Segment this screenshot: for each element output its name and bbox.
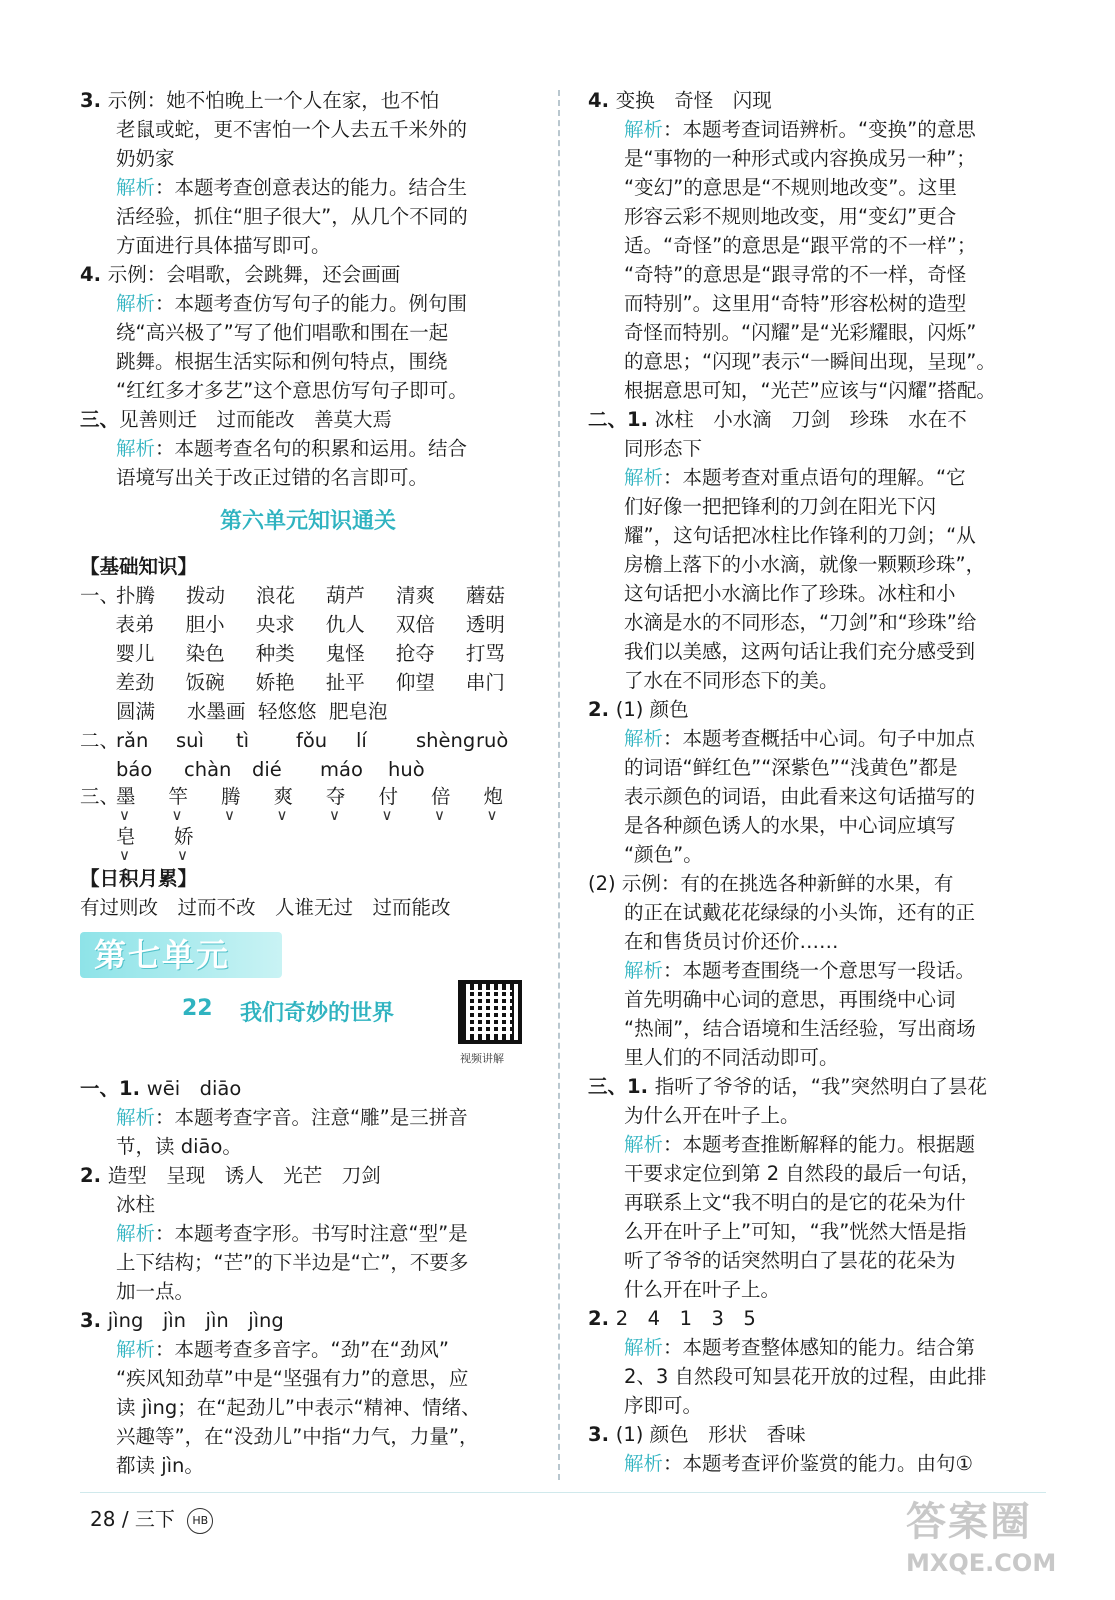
check-mark-icon: ∨ xyxy=(486,806,498,824)
left-column xyxy=(80,86,536,1480)
check-mark-icon: ∨ xyxy=(224,806,235,824)
stroke-char-text: 竿 xyxy=(168,785,189,808)
stroke-char-text: 炮 xyxy=(483,785,504,808)
pinyin-cell: chàn xyxy=(184,758,232,781)
analysis-text: ：本题考查名句的积累和运用。结合 xyxy=(155,437,468,460)
answer-line xyxy=(80,86,536,115)
pinyin-row xyxy=(80,726,536,755)
word-row xyxy=(80,697,536,726)
analysis-label: 解析 xyxy=(624,727,664,750)
analysis-text: ：本题考查字形。书写时注意“型”是 xyxy=(155,1222,468,1245)
answer-text: 示例：会唱歌，会跳舞，还会画画 xyxy=(107,263,401,286)
column-divider xyxy=(558,90,560,1480)
stroke-grid xyxy=(80,784,536,864)
answer-text: 冰柱 小水滴 刀剑 珍珠 水在不 xyxy=(654,408,967,431)
word-cell: 抢夺 xyxy=(395,642,435,665)
word-row xyxy=(80,639,536,668)
analysis-line: 跳舞。根据生活实际和例句特点，围绕 xyxy=(116,350,448,373)
analysis-line: 首先明确中心词的意思，再围绕中心词 xyxy=(624,988,956,1011)
word-cell: 圆满 xyxy=(116,700,156,723)
word-cell: 蘑菇 xyxy=(466,584,506,607)
answer-line xyxy=(588,695,1046,724)
analysis-line xyxy=(80,1335,536,1364)
answer-text: 指听了爷爷的话，“我”突然明白了昙花 xyxy=(654,1075,987,1098)
answer-text: wēi diāo xyxy=(146,1077,242,1100)
analysis-block-l22-q1 xyxy=(80,1103,536,1161)
analysis-label: 解析 xyxy=(624,118,664,141)
answer-block-q3 xyxy=(80,86,536,173)
analysis-label: 解析 xyxy=(624,1336,664,1359)
analysis-line xyxy=(588,1333,1046,1362)
pinyin-cell: fǒu xyxy=(296,729,328,752)
answer-line: 老鼠或蛇，更不害怕一个人去五千米外的 xyxy=(116,118,468,141)
analysis-line: 根据意思可知，“光芒”应该与“闪耀”搭配。 xyxy=(624,379,996,402)
answer-line xyxy=(588,1420,1046,1449)
pinyin-grid xyxy=(80,726,536,784)
qr-code-icon[interactable] xyxy=(458,980,522,1044)
pinyin-cell: dié xyxy=(252,758,282,781)
analysis-label: 解析 xyxy=(116,1338,156,1361)
stroke-char-text: 爽 xyxy=(273,785,294,808)
word-cell: 染色 xyxy=(185,642,225,665)
analysis-block-r-s3-q2 xyxy=(588,1333,1046,1420)
analysis-line: 房檐上落下的小水滴，就像一颗颗珍珠”， xyxy=(624,553,986,576)
analysis-line: 而特别”。这里用“奇特”形容松树的造型 xyxy=(624,292,967,315)
answer-block-q4 xyxy=(80,260,536,289)
answer-line: 在和售货员讨价还价…… xyxy=(624,930,839,953)
analysis-label: 解析 xyxy=(624,1133,664,1156)
analysis-label: 解析 xyxy=(116,1106,156,1129)
footer-rule xyxy=(80,1492,1046,1493)
stroke-row xyxy=(80,784,536,824)
analysis-line: 绕“高兴极了”写了他们唱歌和围在一起 xyxy=(116,321,449,344)
analysis-line xyxy=(80,1219,536,1248)
analysis-line: 序即可。 xyxy=(624,1394,703,1417)
stroke-char xyxy=(116,784,169,824)
analysis-line: “热闹”，结合语境和生活经验，写出商场 xyxy=(624,1017,976,1040)
stroke-char xyxy=(116,824,174,864)
analysis-line: 上下结构；“芒”的下半边是“亡”，不要多 xyxy=(116,1251,469,1274)
grade-label: 三下 xyxy=(134,1507,175,1531)
analysis-line xyxy=(80,173,536,202)
analysis-label: 解析 xyxy=(116,176,156,199)
word-cell: 央求 xyxy=(255,613,295,636)
question-number: 3. xyxy=(80,1309,108,1332)
analysis-line xyxy=(588,463,1046,492)
basic-knowledge-heading: 【基础知识】 xyxy=(80,555,198,578)
analysis-line: 听了爷爷的话突然明白了昙花的花朵为 xyxy=(624,1249,956,1272)
analysis-line: 是“事物的一种形式或内容换成另一种”； xyxy=(624,147,976,170)
analysis-line: 奇怪而特别。“闪耀”是“光彩耀眼，闪烁” xyxy=(624,321,977,344)
section-prefix xyxy=(80,639,116,668)
analysis-label: 解析 xyxy=(624,959,664,982)
word-cell: 娇艳 xyxy=(255,671,295,694)
analysis-line: 2、3 自然段可知昙花开放的过程，由此排 xyxy=(624,1365,987,1388)
answer-block-r-s2-q2 xyxy=(588,695,1046,724)
section-prefix xyxy=(80,697,116,726)
pinyin-cell: ruò xyxy=(476,729,509,752)
analysis-block-r-q4 xyxy=(588,115,1046,405)
word-row xyxy=(80,610,536,639)
section-prefix: 一、 xyxy=(80,584,120,607)
analysis-text: ：本题考查创意表达的能力。结合生 xyxy=(155,176,468,199)
check-mark-icon: ∨ xyxy=(171,806,183,824)
answer-line xyxy=(80,1306,536,1335)
stroke-row xyxy=(80,824,536,864)
answer-block-r-s3-q3 xyxy=(588,1420,1046,1449)
stroke-char xyxy=(273,784,327,824)
question-number: 一、1. xyxy=(80,1077,147,1100)
analysis-block-q3 xyxy=(80,173,536,260)
analysis-line: 里人们的不同活动即可。 xyxy=(624,1046,839,1069)
answer-line: 奶奶家 xyxy=(116,147,175,170)
answer-line: 冰柱 xyxy=(116,1193,156,1216)
analysis-block-r-s3-q3 xyxy=(588,1449,1046,1478)
answer-text: 变换 奇怪 闪现 xyxy=(615,89,772,112)
word-cell: 胆小 xyxy=(185,613,225,636)
analysis-line: 适。“奇怪”的意思是“跟平常的不一样”； xyxy=(624,234,977,257)
answer-line xyxy=(80,1074,536,1103)
stroke-char xyxy=(483,784,537,824)
check-mark-icon: ∨ xyxy=(434,806,445,824)
word-cell: 轻悠悠 xyxy=(258,700,317,723)
watermark xyxy=(906,1496,1086,1592)
stroke-char xyxy=(326,784,379,824)
analysis-label: 解析 xyxy=(116,437,156,460)
answer-block-section3 xyxy=(80,405,536,434)
answer-text: (1) 颜色 xyxy=(615,698,689,721)
daily-accumulation-line: 有过则改 过而不改 人谁无过 过而能改 xyxy=(80,896,451,919)
analysis-block-l22-q3 xyxy=(80,1335,536,1480)
question-number: 3. xyxy=(588,1423,616,1446)
word-cell: 差劲 xyxy=(115,671,155,694)
check-mark-icon: ∨ xyxy=(381,806,393,824)
unit6-title: 第六单元知识通关 xyxy=(219,509,396,534)
analysis-line: 这句话把小水滴比作了珍珠。冰柱和小 xyxy=(624,582,956,605)
word-cell: 双倍 xyxy=(395,613,435,636)
answer-line xyxy=(588,1072,1046,1101)
question-number: 二、1. xyxy=(588,408,655,431)
answer-text: jìng jìn jìn jìng xyxy=(107,1309,284,1332)
word-row xyxy=(80,581,536,610)
page-footer xyxy=(90,1504,213,1534)
answer-block-r-s2-q1 xyxy=(588,405,1046,463)
analysis-text: ：本题考查整体感知的能力。结合第 xyxy=(663,1336,976,1359)
analysis-block-r-s2-q1 xyxy=(588,463,1046,695)
section-prefix xyxy=(80,668,116,697)
pinyin-row xyxy=(80,755,536,784)
answer-block-l22-q2 xyxy=(80,1161,536,1219)
analysis-line xyxy=(588,724,1046,753)
answer-text: 见善则迁 过而能改 善莫大焉 xyxy=(119,408,393,431)
answer-block-r-s2-q2b xyxy=(588,869,1046,956)
check-mark-icon: ∨ xyxy=(119,846,130,864)
pinyin-cell: lí xyxy=(356,729,367,752)
word-cell: 浪花 xyxy=(256,584,296,607)
analysis-line xyxy=(588,956,1046,985)
analysis-line: “奇特”的意思是“跟寻常的不一样，奇怪 xyxy=(624,263,967,286)
analysis-line: 我们以美感，这两句话让我们充分感受到 xyxy=(624,640,976,663)
watermark-logo-text: 答案圈 xyxy=(906,1499,1032,1545)
analysis-text: ：本题考查字音。注意“雕”是三拼音 xyxy=(155,1106,468,1129)
pinyin-cell: báo xyxy=(116,758,153,781)
stroke-char-text: 倍 xyxy=(431,785,451,808)
analysis-text: ：本题考查围绕一个意思写一段话。 xyxy=(663,959,976,982)
page-number: 28 xyxy=(90,1507,116,1531)
pinyin-cell: huò xyxy=(388,758,425,781)
answer-line: 同形态下 xyxy=(624,437,703,460)
word-cell: 表弟 xyxy=(115,613,155,636)
analysis-line: 活经验，抓住“胆子很大”，从几个不同的 xyxy=(116,205,468,228)
stroke-char-text: 夺 xyxy=(326,785,346,808)
question-number: 3. xyxy=(80,89,108,112)
lesson-title: 我们奇妙的世界 xyxy=(240,1001,395,1026)
stroke-char-text: 腾 xyxy=(221,785,241,808)
analysis-text: ：本题考查推断解释的能力。根据题 xyxy=(663,1133,976,1156)
analysis-line: “疾风知劲草”中是“坚强有力”的意思，应 xyxy=(116,1367,469,1390)
pinyin-cell: shèng xyxy=(416,729,476,752)
word-cell: 饭碗 xyxy=(185,671,225,694)
analysis-line: 干要求定位到第 2 自然段的最后一句话， xyxy=(624,1162,981,1185)
answer-block-r-q4 xyxy=(588,86,1046,115)
pinyin-cell: rǎn xyxy=(116,729,149,752)
section-prefix xyxy=(80,755,116,784)
answer-line xyxy=(588,86,1046,115)
analysis-line: 都读 jìn。 xyxy=(116,1454,204,1477)
answer-line xyxy=(588,1304,1046,1333)
analysis-line: 么开在叶子上”可知，“我”恍然大悟是指 xyxy=(624,1220,967,1243)
analysis-line: 了水在不同形态下的美。 xyxy=(624,669,839,692)
word-cell: 婴儿 xyxy=(115,642,155,665)
analysis-text: ：本题考查仿写句子的能力。例句围 xyxy=(155,292,468,315)
word-cell: 清爽 xyxy=(396,584,436,607)
word-cell: 仇人 xyxy=(325,613,365,636)
answer-line: 的正在试戴花花绿绿的小头饰，还有的正 xyxy=(624,901,976,924)
answer-line xyxy=(588,405,1046,434)
analysis-block-r-s3-q1 xyxy=(588,1130,1046,1304)
question-number: 2. xyxy=(588,698,616,721)
word-grid xyxy=(80,581,536,726)
stroke-char xyxy=(431,784,484,824)
analysis-label: 解析 xyxy=(116,1222,156,1245)
analysis-line: 加一点。 xyxy=(116,1280,195,1303)
word-cell: 拨动 xyxy=(186,584,226,607)
analysis-line: “红红多才多艺”这个意思仿写句子即可。 xyxy=(116,379,468,402)
answer-line xyxy=(80,260,536,289)
answer-line xyxy=(80,405,536,434)
pinyin-cell: tì xyxy=(236,729,250,752)
check-mark-icon: ∨ xyxy=(177,846,188,864)
stroke-char-text: 皂 xyxy=(116,825,136,848)
analysis-line xyxy=(80,434,536,463)
check-mark-icon: ∨ xyxy=(329,806,340,824)
word-cell: 肥皂泡 xyxy=(329,700,388,723)
edition-badge: HB xyxy=(187,1508,213,1534)
analysis-label: 解析 xyxy=(624,466,664,489)
section-prefix: 三、 xyxy=(80,785,120,808)
analysis-block-r-s2-q2b xyxy=(588,956,1046,1072)
analysis-line xyxy=(588,115,1046,144)
stroke-char xyxy=(174,824,232,864)
stroke-char xyxy=(168,784,222,824)
question-number: 2. xyxy=(80,1164,108,1187)
question-number: 三、 xyxy=(80,408,120,431)
analysis-text: ：本题考查词语辨析。“变换”的意思 xyxy=(663,118,976,141)
answer-line: 为什么开在叶子上。 xyxy=(624,1104,800,1127)
analysis-line: 方面进行具体描写即可。 xyxy=(116,234,331,257)
answer-block-l22-q1 xyxy=(80,1074,536,1103)
word-row xyxy=(80,668,536,697)
check-mark-icon: ∨ xyxy=(119,806,130,824)
watermark-url: MXQE.COM xyxy=(906,1549,1057,1577)
section-prefix: 二、 xyxy=(80,729,120,752)
answer-text: 示例：她不怕晚上一个人在家，也不怕 xyxy=(107,89,440,112)
word-cell: 仰望 xyxy=(395,671,435,694)
footer-separator: / xyxy=(121,1507,129,1531)
qr-caption: 视频讲解 xyxy=(460,1052,504,1065)
word-cell: 扯平 xyxy=(325,671,365,694)
analysis-line: “变幻”的意思是“不规则地改变”。这里 xyxy=(624,176,957,199)
analysis-text: ：本题考查多音字。“劲”在“劲风” xyxy=(155,1338,449,1361)
analysis-block-l22-q2 xyxy=(80,1219,536,1306)
pinyin-cell: máo xyxy=(320,758,363,781)
question-number: 4. xyxy=(588,89,616,112)
analysis-line: 什么开在叶子上。 xyxy=(624,1278,781,1301)
word-cell: 种类 xyxy=(255,642,295,665)
daily-accumulation-heading: 【日积月累】 xyxy=(80,867,198,890)
analysis-line: 是各种颜色诱人的水果，中心词应填写 xyxy=(624,814,956,837)
word-cell: 串门 xyxy=(465,671,505,694)
analysis-line: 表示颜色的词语，由此看来这句话描写的 xyxy=(624,785,976,808)
analysis-label: 解析 xyxy=(624,1452,664,1475)
analysis-label: 解析 xyxy=(116,292,156,315)
word-cell: 打骂 xyxy=(465,642,505,665)
analysis-text: ：本题考查对重点语句的理解。“它 xyxy=(663,466,966,489)
stroke-char xyxy=(378,784,432,824)
analysis-block-section3 xyxy=(80,434,536,492)
answer-block-r-s3-q2 xyxy=(588,1304,1046,1333)
word-cell: 透明 xyxy=(465,613,505,636)
lesson-header xyxy=(80,978,536,1074)
right-column xyxy=(588,86,1046,1478)
analysis-line: 的意思；“闪现”表示“一瞬间出现，呈现”。 xyxy=(624,350,996,373)
answer-text: (1) 颜色 形状 香味 xyxy=(615,1423,806,1446)
analysis-line xyxy=(588,1130,1046,1159)
analysis-line: 节，读 diāo。 xyxy=(116,1135,242,1158)
analysis-line: 兴趣等”，在“没劲儿”中指“力气，力量”， xyxy=(116,1425,479,1448)
analysis-text: ：本题考查概括中心词。句子中加点 xyxy=(663,727,976,750)
word-cell: 扑腾 xyxy=(116,584,156,607)
analysis-line: 水滴是水的不同形态，“刀剑”和“珍珠”给 xyxy=(624,611,977,634)
lesson-number: 22 xyxy=(182,996,213,1021)
answer-text: 2 4 1 3 5 xyxy=(615,1307,756,1330)
analysis-line xyxy=(80,1103,536,1132)
stroke-char-text: 娇 xyxy=(174,825,194,848)
stroke-char xyxy=(221,784,274,824)
analysis-line xyxy=(588,1449,1046,1478)
analysis-block-q4 xyxy=(80,289,536,405)
analysis-line: 再联系上文“我不明白的是它的花朵为什 xyxy=(624,1191,966,1214)
question-number: 三、1. xyxy=(588,1075,655,1098)
analysis-line: 的词语“鲜红色”“深紫色”“浅黄色”都是 xyxy=(624,756,958,779)
answer-text: 造型 呈现 诱人 光芒 刀剑 xyxy=(107,1164,381,1187)
stroke-char-text: 付 xyxy=(378,785,399,808)
word-cell: 葫芦 xyxy=(326,584,366,607)
answer-block-r-s3-q1 xyxy=(588,1072,1046,1130)
analysis-block-r-s2-q2 xyxy=(588,724,1046,869)
pinyin-cell: suì xyxy=(176,729,204,752)
analysis-text: ：本题考查评价鉴赏的能力。由句① xyxy=(663,1452,973,1475)
analysis-line: 形容云彩不规则地改变，用“变幻”更合 xyxy=(624,205,957,228)
analysis-line: 读 jìng；在“起劲儿”中表示“精神、情绪、 xyxy=(116,1396,481,1419)
question-number: 4. xyxy=(80,263,108,286)
analysis-line: 耀”，这句话把冰柱比作锋利的刀剑；“从 xyxy=(624,524,976,547)
word-cell: 水墨画 xyxy=(187,700,246,723)
word-cell: 鬼怪 xyxy=(325,642,365,665)
answer-line: (2) 示例：有的在挑选各种新鲜的水果，有 xyxy=(588,872,954,895)
check-mark-icon: ∨ xyxy=(276,806,288,824)
question-number: 2. xyxy=(588,1307,616,1330)
section-prefix xyxy=(80,610,116,639)
stroke-char-text: 墨 xyxy=(116,785,136,808)
unit7-banner: 第七单元 xyxy=(80,932,282,978)
analysis-line: 们好像一把把锋利的刀剑在阳光下闪 xyxy=(624,495,937,518)
analysis-line: “颜色”。 xyxy=(624,843,703,866)
answer-line xyxy=(80,1161,536,1190)
analysis-line: 语境写出关于改正过错的名言即可。 xyxy=(116,466,429,489)
analysis-line xyxy=(80,289,536,318)
answer-block-l22-q3 xyxy=(80,1306,536,1335)
